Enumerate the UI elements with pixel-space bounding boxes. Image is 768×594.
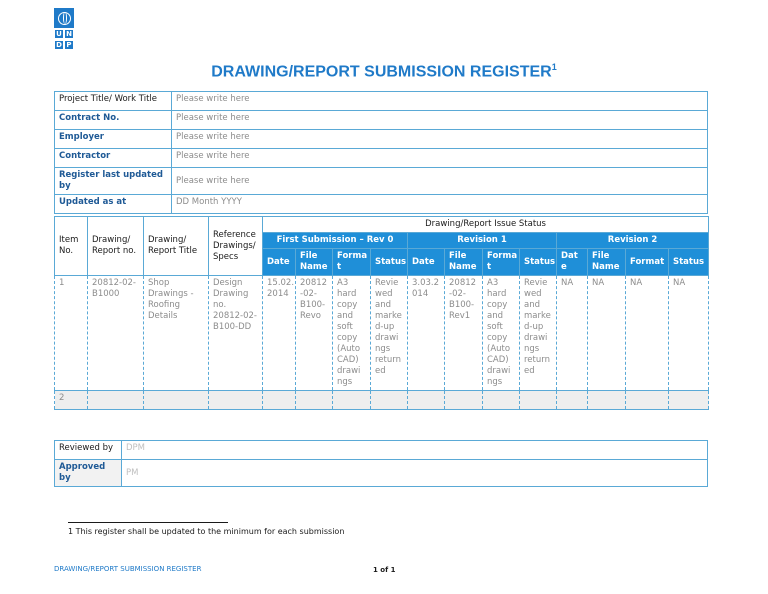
cell-empty[interactable] — [263, 391, 296, 410]
cell-r1-date[interactable]: 3.03.2 014 — [408, 276, 445, 391]
header-date: Date — [263, 249, 296, 276]
cell-empty[interactable] — [483, 391, 520, 410]
header-format: Format — [626, 249, 669, 276]
undp-logo — [54, 8, 74, 51]
header-file-name: File Name — [296, 249, 333, 276]
page-title — [0, 62, 768, 81]
header-revision-1: Revision 1 — [408, 233, 557, 249]
header-revision-2: Revision 2 — [557, 233, 709, 249]
page-number: 1 of 1 — [373, 566, 396, 574]
info-label: Contract No. — [55, 111, 172, 130]
cell-item[interactable]: 2 — [55, 391, 88, 410]
info-row — [55, 149, 708, 168]
footnote-divider — [68, 522, 228, 523]
review-table — [54, 440, 708, 487]
cell-empty[interactable] — [669, 391, 709, 410]
info-row — [55, 195, 708, 214]
logo-letter: P — [64, 40, 74, 50]
footer-doc-title: DRAWING/REPORT SUBMISSION REGISTER — [54, 565, 202, 573]
cell-r0-file[interactable]: 20812 -02- B100- Revo — [296, 276, 333, 391]
title-footnote-ref: 1 — [551, 62, 557, 72]
cell-title[interactable]: Shop Drawings - Roofing Details — [144, 276, 209, 391]
header-status: Status — [520, 249, 557, 276]
footnote: 1 This register shall be updated to the minimum for each submission — [68, 527, 345, 536]
table-row — [55, 391, 709, 410]
review-row — [55, 460, 708, 487]
info-value-field[interactable]: DD Month YYYY — [172, 195, 708, 214]
info-row — [55, 168, 708, 195]
info-row — [55, 111, 708, 130]
logo-letter: D — [54, 40, 64, 50]
logo-letter: N — [64, 29, 74, 39]
info-row — [55, 92, 708, 111]
cell-empty[interactable] — [371, 391, 408, 410]
header-first-submission: First Submission – Rev 0 — [263, 233, 408, 249]
info-label: Register last updated by — [55, 168, 172, 195]
info-label: Contractor — [55, 149, 172, 168]
cell-item[interactable]: 1 — [55, 276, 88, 391]
header-file-name: File Name — [445, 249, 483, 276]
header-format: Forma t — [483, 249, 520, 276]
header-format: Forma t — [333, 249, 371, 276]
cell-reference[interactable]: Design Drawing no. 20812-02-B100-DD — [209, 276, 263, 391]
header-issue-status: Drawing/Report Issue Status — [263, 217, 709, 233]
header-reference: Reference Drawings/ Specs — [209, 217, 263, 276]
cell-drawing-no[interactable]: 20812-02-B1000 — [88, 276, 144, 391]
logo-letter: U — [54, 29, 64, 39]
info-label: Updated as at — [55, 195, 172, 214]
cell-r2-status[interactable]: NA — [669, 276, 709, 391]
table-row — [55, 276, 709, 391]
review-label: Reviewed by — [55, 441, 122, 460]
cell-r0-format[interactable]: A3 hard copy and soft copy (Auto CAD) drawi ngs — [333, 276, 371, 391]
cell-r1-file[interactable]: 20812 -02- B100- Rev1 — [445, 276, 483, 391]
info-value-field[interactable]: Please write here — [172, 130, 708, 149]
info-label: Project Title/ Work Title — [55, 92, 172, 111]
cell-r2-file[interactable]: NA — [588, 276, 626, 391]
cell-r2-date[interactable]: NA — [557, 276, 588, 391]
cell-empty[interactable] — [626, 391, 669, 410]
submission-register-table — [54, 216, 709, 410]
cell-empty[interactable] — [144, 391, 209, 410]
header-item-no: Item No. — [55, 217, 88, 276]
cell-r0-status[interactable]: Revie wed and marke d-up drawi ngs return ed — [371, 276, 408, 391]
header-date: Date — [408, 249, 445, 276]
cell-empty[interactable] — [445, 391, 483, 410]
un-emblem-icon — [54, 8, 74, 28]
cell-r2-format[interactable]: NA — [626, 276, 669, 391]
cell-empty[interactable] — [408, 391, 445, 410]
review-value-field[interactable]: DPM — [122, 441, 708, 460]
info-label: Employer — [55, 130, 172, 149]
info-value-field[interactable]: Please write here — [172, 92, 708, 111]
header-drawing-title: Drawing/ Report Title — [144, 217, 209, 276]
header-file-name: File Name — [588, 249, 626, 276]
header-status: Status — [669, 249, 709, 276]
cell-r1-status[interactable]: Revie wed and marke d-up drawi ngs return ed — [520, 276, 557, 391]
header-status: Status — [371, 249, 408, 276]
project-info-table — [54, 91, 708, 214]
review-label: Approved by — [55, 460, 122, 487]
cell-empty[interactable] — [333, 391, 371, 410]
review-row — [55, 441, 708, 460]
cell-empty[interactable] — [209, 391, 263, 410]
info-row — [55, 130, 708, 149]
cell-r0-date[interactable]: 15.02. 2014 — [263, 276, 296, 391]
title-text: DRAWING/REPORT SUBMISSION REGISTER — [211, 63, 552, 81]
cell-r1-format[interactable]: A3 hard copy and soft copy (Auto CAD) drawi ngs — [483, 276, 520, 391]
cell-empty[interactable] — [588, 391, 626, 410]
review-value-field[interactable]: PM — [122, 460, 708, 487]
cell-empty[interactable] — [88, 391, 144, 410]
cell-empty[interactable] — [296, 391, 333, 410]
info-value-field[interactable]: Please write here — [172, 149, 708, 168]
cell-empty[interactable] — [520, 391, 557, 410]
header-drawing-no: Drawing/ Report no. — [88, 217, 144, 276]
header-date: Dat e — [557, 249, 588, 276]
info-value-field[interactable]: Please write here — [172, 168, 708, 195]
info-value-field[interactable]: Please write here — [172, 111, 708, 130]
cell-empty[interactable] — [557, 391, 588, 410]
